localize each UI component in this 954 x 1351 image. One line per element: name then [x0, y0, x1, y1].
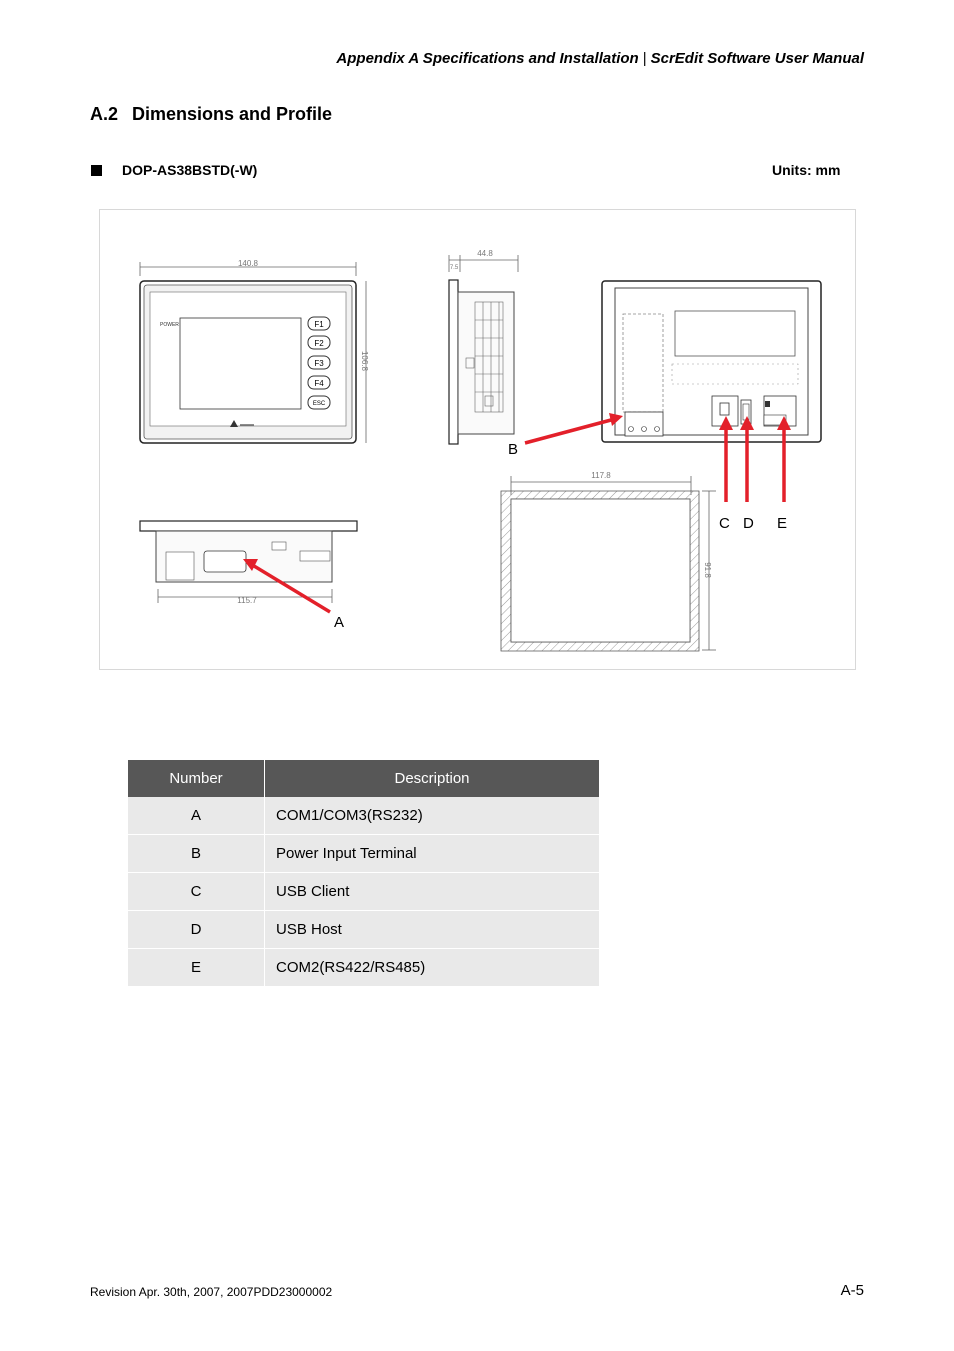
port-description-table — [128, 760, 600, 987]
row-description: Power Input Terminal — [265, 835, 600, 873]
footer-revision: Revision Apr. 30th, 2007, 2007PDD23000002 — [90, 1285, 333, 1299]
row-description: COM1/COM3(RS232) — [265, 797, 600, 835]
header-description: Description — [265, 760, 600, 797]
bottom-width-dim: 115.7 — [237, 596, 257, 605]
key-f4: F4 — [314, 379, 324, 388]
square-bullet-icon — [91, 165, 102, 176]
header-manual-title: ScrEdit Software User Manual — [650, 50, 864, 67]
table-row — [128, 949, 600, 987]
callout-a: A — [334, 614, 345, 631]
dimension-drawing — [99, 209, 856, 670]
row-number: E — [128, 949, 265, 987]
key-f3: F3 — [314, 359, 324, 368]
table-header-row — [128, 760, 600, 797]
row-number: C — [128, 873, 265, 911]
cutout-height-dim: 91.8 — [703, 562, 712, 578]
front-width-dim: 140.8 — [237, 259, 259, 268]
front-height-dim: 106.8 — [360, 350, 369, 372]
model-heading — [91, 162, 257, 178]
rear-view — [602, 281, 821, 442]
panel-cutout — [501, 471, 716, 651]
side-step-dim: 7.5 — [449, 265, 459, 271]
arrow-b — [525, 420, 611, 443]
front-view — [140, 259, 369, 443]
table-row — [128, 911, 600, 949]
header-chapter: Appendix A Specifications and Installation — [336, 50, 639, 67]
section-number: A.2 — [90, 104, 119, 124]
callout-c: C — [719, 515, 730, 532]
row-description: USB Host — [265, 911, 600, 949]
cutout-width-dim: 117.8 — [591, 471, 611, 480]
page-number: A-5 — [840, 1282, 864, 1299]
callout-d: D — [743, 515, 754, 532]
table-row — [128, 873, 600, 911]
units-label: Units: mm — [772, 162, 841, 178]
header-separator: | — [642, 50, 647, 67]
row-description: COM2(RS422/RS485) — [265, 949, 600, 987]
model-name: DOP-AS38BSTD(-W) — [122, 162, 258, 178]
key-f1: F1 — [314, 320, 324, 329]
side-depth-dim: 44.8 — [477, 249, 493, 258]
section-title — [90, 104, 332, 125]
side-view — [449, 249, 518, 444]
key-esc: ESC — [312, 401, 326, 407]
callout-e: E — [777, 515, 788, 532]
header-number: Number — [128, 760, 265, 797]
row-number: A — [128, 797, 265, 835]
row-description: USB Client — [265, 873, 600, 911]
row-number: D — [128, 911, 265, 949]
section-name: Dimensions and Profile — [132, 104, 333, 124]
key-f2: F2 — [314, 339, 324, 348]
power-label: POWER — [160, 322, 179, 328]
table-row — [128, 797, 600, 835]
running-header — [336, 50, 864, 67]
row-number: B — [128, 835, 265, 873]
callout-b: B — [508, 441, 519, 458]
table-row — [128, 835, 600, 873]
